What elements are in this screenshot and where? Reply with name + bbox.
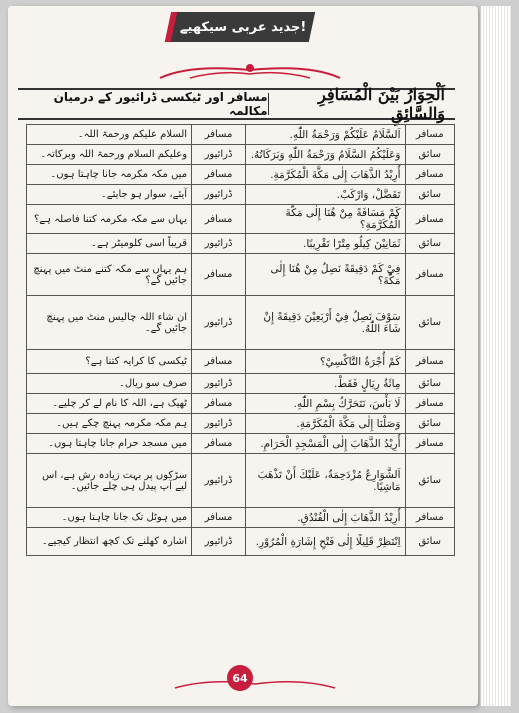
arabic-line-cell: اَلشَّوَارِعُ مُزْدَحِمَةٌ، عَلَيْكَ أَنْ تَذْهَبَ مَاشِيًا. <box>245 454 405 508</box>
speaker-urdu-cell: مسافر <box>192 205 246 234</box>
arabic-line-cell: وَعَلَيْكُمُ السَّلَامُ وَرَحْمَةُ اللّٰهِ وَبَرَكَاتُهُ. <box>245 145 405 165</box>
speaker-arabic-cell: مسافر <box>405 254 455 296</box>
urdu-line-cell: صرف سو ریال۔ <box>27 374 192 394</box>
urdu-line-cell: آیئے، سوار ہو جایئے۔ <box>27 185 192 205</box>
chapter-tab-label: جدید عربی سیکھیے! <box>179 19 307 35</box>
speaker-arabic-cell: مسافر <box>405 350 455 374</box>
speaker-arabic-cell: مسافر <box>405 394 455 414</box>
table-row <box>27 145 455 165</box>
speaker-urdu-cell: ڈرائیور <box>192 454 246 508</box>
arabic-line-cell: تَفَضَّلْ، وَارْكَبْ. <box>245 185 405 205</box>
table-row <box>27 528 455 556</box>
speaker-urdu-cell: ڈرائیور <box>192 234 246 254</box>
urdu-line-cell: ٹھیک ہے، اللہ کا نام لے کر چلیے۔ <box>27 394 192 414</box>
speaker-arabic-cell: مسافر <box>405 434 455 454</box>
speaker-urdu-cell: مسافر <box>192 125 246 145</box>
speaker-arabic-cell: مسافر <box>405 125 455 145</box>
table-row <box>27 374 455 394</box>
urdu-line-cell: ہم یہاں سے مکہ کتنے منٹ میں پہنچ جائیں گے؟ <box>27 254 192 296</box>
table-row <box>27 394 455 414</box>
speaker-urdu-cell: مسافر <box>192 350 246 374</box>
header-arabic: اَلْحِوَارُ بَيْنَ الْمُسَافِرِ وَالسَّائِقِ <box>318 85 445 123</box>
speaker-arabic-cell: سائق <box>405 454 455 508</box>
urdu-line-cell: ان شاء اللہ چالیس منٹ میں پہنچ جائیں گے۔ <box>27 296 192 350</box>
speaker-arabic-cell: مسافر <box>405 508 455 528</box>
arabic-line-cell: مِائَةُ رِيَالٍ فَقَطْ. <box>245 374 405 394</box>
speaker-urdu-cell: ڈرائیور <box>192 528 246 556</box>
table-row <box>27 205 455 234</box>
arabic-line-cell: اِنْتَظِرْ قَلِيلًا إِلٰى فَتْحِ إِشَارَةِ الْمُرُوْرِ. <box>245 528 405 556</box>
table-row <box>27 185 455 205</box>
arabic-line-cell: لَا بَأْسَ، نَتَحَرَّكُ بِسْمِ اللّٰهِ. <box>245 394 405 414</box>
header-urdu: مسافر اور ٹیکسی ڈرائیور کے درمیان مکالمہ <box>53 90 268 118</box>
table-row <box>27 254 455 296</box>
footer-ornament <box>170 676 340 692</box>
page-number: 64 <box>227 665 253 691</box>
table-row <box>27 165 455 185</box>
dialogue-table <box>26 124 455 556</box>
urdu-line-cell: یہاں سے مکہ مکرمہ کتنا فاصلہ ہے؟ <box>27 205 192 234</box>
urdu-line-cell: سڑکوں پر بہت زیادہ رش ہے، اس لیے آپ پیدل ہی چلے جائیں۔ <box>27 454 192 508</box>
urdu-line-cell: ٹیکسی کا کرایہ کتنا ہے؟ <box>27 350 192 374</box>
table-row <box>27 434 455 454</box>
urdu-line-cell: ہم مکہ مکرمہ پہنچ چکے ہیں۔ <box>27 414 192 434</box>
table-row <box>27 125 455 145</box>
urdu-line-cell: میں مکہ مکرمہ جانا چاہتا ہوں۔ <box>27 165 192 185</box>
speaker-urdu-cell: مسافر <box>192 508 246 528</box>
table-row <box>27 234 455 254</box>
speaker-urdu-cell: ڈرائیور <box>192 296 246 350</box>
arabic-line-cell: كَمْ أُجْرَةُ التَّاكْسِيْ؟ <box>245 350 405 374</box>
arabic-line-cell: ثَمَانِيْنَ كِيلُو مِتْرًا تَقْرِيبًا. <box>245 234 405 254</box>
urdu-line-cell: السلام علیکم ورحمۃ اللہ۔ <box>27 125 192 145</box>
speaker-urdu-cell: ڈرائیور <box>192 145 246 165</box>
arabic-line-cell: أُرِيْدُ الذَّهَابَ إِلٰى الْمَسْجِدِ الْحَرَامِ. <box>245 434 405 454</box>
urdu-line-cell: قریباً اسی کلومیٹر ہے۔ <box>27 234 192 254</box>
speaker-arabic-cell: مسافر <box>405 205 455 234</box>
speaker-arabic-cell: سائق <box>405 528 455 556</box>
arabic-line-cell: كَمْ مَسَافَةً مِنْ هُنَا إِلٰى مَكَّةَ الْمُكَرَّمَةِ؟ <box>245 205 405 234</box>
urdu-line-cell: میں مسجد حرام جانا چاہتا ہوں۔ <box>27 434 192 454</box>
speaker-urdu-cell: مسافر <box>192 254 246 296</box>
speaker-urdu-cell: مسافر <box>192 434 246 454</box>
speaker-arabic-cell: سائق <box>405 145 455 165</box>
arabic-line-cell: اَلسَّلَامُ عَلَيْكُمْ وَرَحْمَةُ اللّٰهِ. <box>245 125 405 145</box>
urdu-line-cell: اشارہ کھلنے تک کچھ انتظار کیجیے۔ <box>27 528 192 556</box>
header-separator <box>268 93 270 115</box>
speaker-urdu-cell: ڈرائیور <box>192 374 246 394</box>
table-row <box>27 414 455 434</box>
table-row <box>27 296 455 350</box>
speaker-arabic-cell: سائق <box>405 296 455 350</box>
arabic-line-cell: فِيْ كَمْ دَقِيقَةً نَصِلُ مِنْ هُنَا إِلٰى مَكَّةَ؟ <box>245 254 405 296</box>
chapter-tab <box>165 12 315 42</box>
arabic-line-cell: وَصَلْنَا إِلٰى مَكَّةَ الْمُكَرَّمَةِ. <box>245 414 405 434</box>
speaker-arabic-cell: مسافر <box>405 165 455 185</box>
speaker-urdu-cell: ڈرائیور <box>192 414 246 434</box>
arabic-line-cell: أُرِيْدُ الذَّهَابَ إِلٰى الْفُنْدُقِ. <box>245 508 405 528</box>
urdu-line-cell: میں ہوٹل تک جانا چاہتا ہوں۔ <box>27 508 192 528</box>
speaker-urdu-cell: مسافر <box>192 394 246 414</box>
speaker-urdu-cell: ڈرائیور <box>192 185 246 205</box>
speaker-arabic-cell: سائق <box>405 414 455 434</box>
arabic-line-cell: أُرِيْدُ الذَّهَابَ إِلٰى مَكَّةَ الْمُكَرَّمَةِ. <box>245 165 405 185</box>
arabic-line-cell: سَوْفَ نَصِلُ فِيْ أَرْبَعِيْنَ دَقِيقَةً إِنْ شَاءَ اللّٰهُ. <box>245 296 405 350</box>
speaker-arabic-cell: سائق <box>405 374 455 394</box>
header-ornament <box>150 60 350 84</box>
page-edges <box>480 6 511 706</box>
speaker-arabic-cell: سائق <box>405 234 455 254</box>
dialogue-header <box>18 85 455 123</box>
speaker-urdu-cell: مسافر <box>192 165 246 185</box>
urdu-line-cell: وعلیکم السلام ورحمۃ اللہ وبرکاتہ۔ <box>27 145 192 165</box>
table-row <box>27 350 455 374</box>
table-row <box>27 454 455 508</box>
table-row <box>27 508 455 528</box>
speaker-arabic-cell: سائق <box>405 185 455 205</box>
